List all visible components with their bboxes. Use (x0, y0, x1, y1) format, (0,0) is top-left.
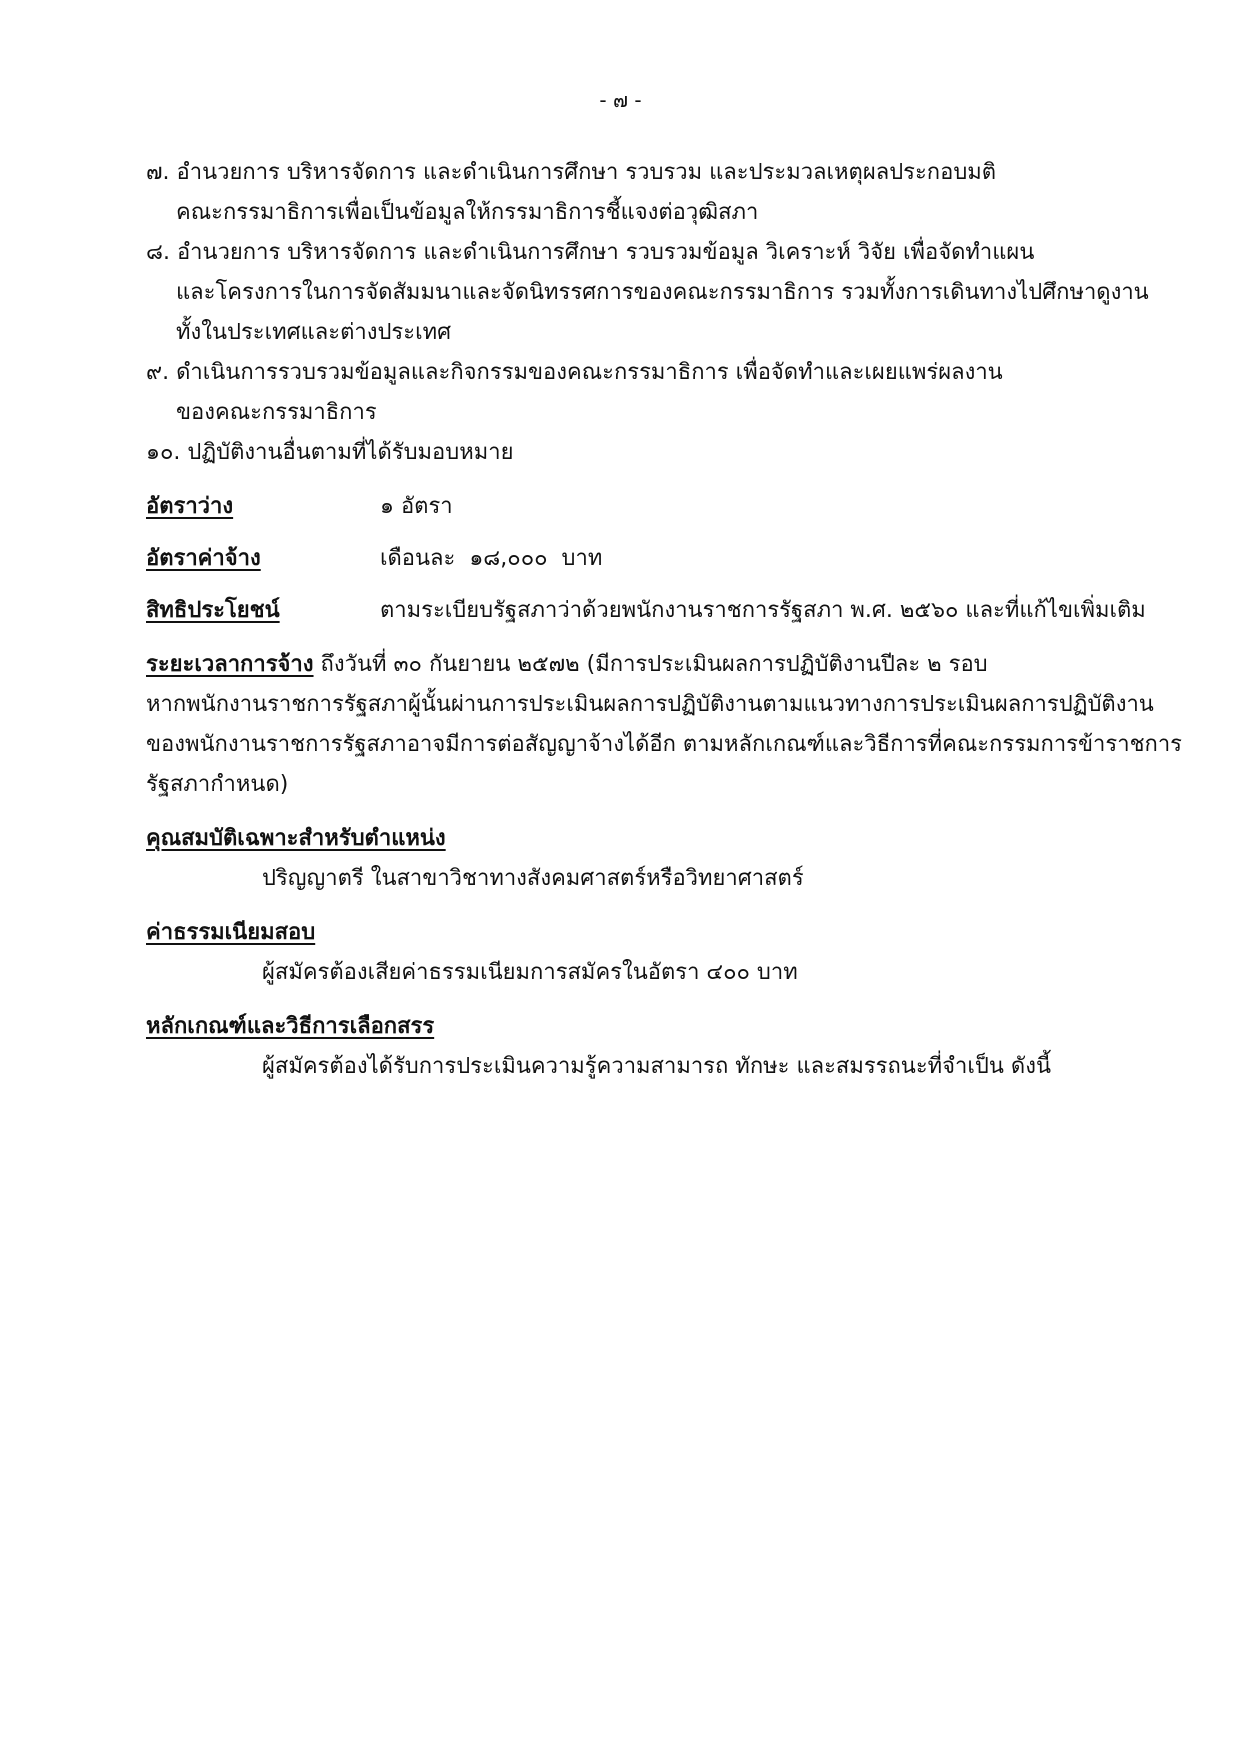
employment-period-label: ระยะเวลาการจ้าง (146, 652, 314, 677)
employment-period-line-4: รัฐสภากำหนด) (146, 772, 289, 797)
duty-item-9-line-2: ของคณะกรรมาธิการ (176, 400, 377, 425)
duty-item-7-line-1: ๗. อำนวยการ บริหารจัดการ และดำเนินการศึกษา รวบรวม และประมวลเหตุผลประกอบมติ (146, 160, 997, 185)
duty-item-10-line-1: ๑๐. ปฏิบัติงานอื่นตามที่ได้รับมอบหมาย (146, 440, 514, 465)
salary-row (146, 544, 602, 574)
vacancy-value: ๑ อัตรา (380, 494, 453, 519)
duty-item-8-line-3: ทั้งในประเทศและต่างประเทศ (176, 320, 452, 345)
qualifications-heading: คุณสมบัติเฉพาะสำหรับตำแหน่ง (146, 826, 446, 851)
selection-heading: หลักเกณฑ์และวิธีการเลือกสรร (146, 1014, 435, 1039)
salary-label: อัตราค่าจ้าง (146, 546, 261, 571)
benefits-row (146, 596, 1146, 626)
duty-item-7-line-2: คณะกรรมาธิการเพื่อเป็นข้อมูลให้กรรมาธิการชี้แจงต่อวุฒิสภา (176, 200, 759, 225)
duty-item-8-line-1: ๘. อำนวยการ บริหารจัดการ และดำเนินการศึกษา รวบรวมข้อมูล วิเคราะห์ วิจัย เพื่อจัดทำแผน (146, 240, 1035, 265)
employment-period-line-2: หากพนักงานราชการรัฐสภาผู้นั้นผ่านการประเมินผลการปฏิบัติงานตามแนวทางการประเมินผลการปฏิบัติงาน (146, 692, 1154, 717)
exam-fee-text: ผู้สมัครต้องเสียค่าธรรมเนียมการสมัครในอัตรา ๔๐๐ บาท (262, 960, 798, 985)
benefits-value: ตามระเบียบรัฐสภาว่าด้วยพนักงานราชการรัฐสภา พ.ศ. ๒๕๖๐ และที่แก้ไขเพิ่มเติม (380, 598, 1146, 623)
benefits-label: สิทธิประโยชน์ (146, 598, 280, 623)
employment-period-line-3: ของพนักงานราชการรัฐสภาอาจมีการต่อสัญญาจ้างได้อีก ตามหลักเกณฑ์และวิธีการที่คณะกรรมการข้าราชการ (146, 732, 1182, 757)
qualifications-text: ปริญญาตรี ในสาขาวิชาทางสังคมศาสตร์หรือวิทยาศาสตร์ (262, 866, 804, 891)
duty-item-9-line-1: ๙. ดำเนินการรวบรวมข้อมูลและกิจกรรมของคณะกรรมาธิการ เพื่อจัดทำและเผยแพร่ผลงาน (146, 360, 1003, 385)
duty-item-8-line-2: และโครงการในการจัดสัมมนาและจัดนิทรรศการของคณะกรรมาธิการ รวมทั้งการเดินทางไปศึกษาดูงาน (176, 280, 1149, 305)
employment-period-first-line: ถึงวันที่ ๓๐ กันยายน ๒๕๗๒ (มีการประเมินผลการปฏิบัติงานปีละ ๒ รอบ (320, 652, 988, 677)
salary-value: เดือนละ ๑๘,๐๐๐ บาท (380, 546, 603, 571)
page-number: - ๗ - (599, 88, 642, 112)
selection-text: ผู้สมัครต้องได้รับการประเมินความรู้ความสามารถ ทักษะ และสมรรถนะที่จำเป็น ดังนี้ (262, 1054, 1051, 1079)
employment-period-row (146, 650, 988, 680)
exam-fee-heading: ค่าธรรมเนียมสอบ (146, 920, 316, 945)
vacancy-label: อัตราว่าง (146, 494, 234, 519)
vacancy-row (146, 492, 453, 522)
